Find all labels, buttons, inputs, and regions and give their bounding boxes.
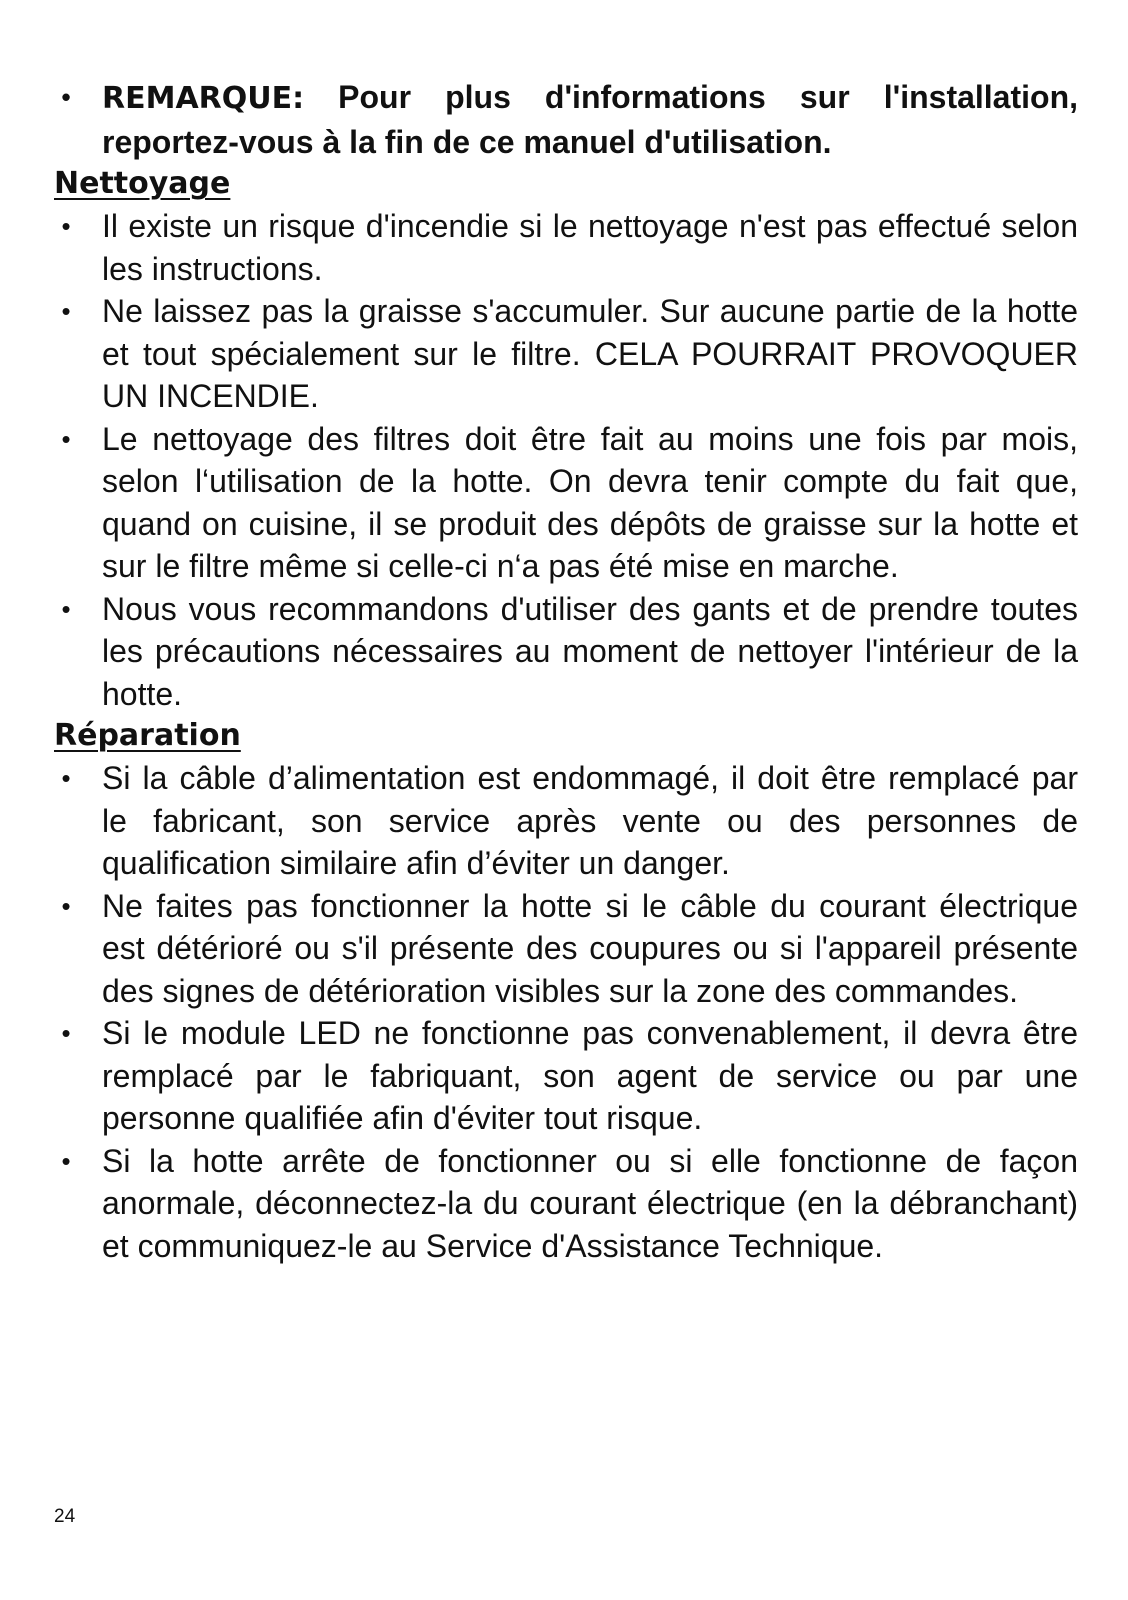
cleaning-item-text: Ne laissez pas la graisse s'accumuler. Sur aucune partie de la hotte et tout spécialement sur le filtre. CELA POURRAIT PROVOQUER UN INCENDIE. (102, 293, 1078, 414)
repair-item-text: Si le module LED ne fonctionne pas convenablement, il devra être remplacé par le fabriquant, son agent de service ou par une personne qualifiée afin d'éviter tout risque. (102, 1015, 1078, 1136)
repair-heading: Réparation (54, 718, 241, 753)
cleaning-item-text: Nous vous recommandons d'utiliser des gants et de prendre toutes les précautions nécessaires au moment de nettoyer l'intérieur de la hotte. (102, 590, 1078, 712)
cleaning-item (54, 205, 1078, 290)
cleaning-item-text: Il existe un risque d'incendie si le nettoyage n'est pas effectué selon les instructions. (102, 208, 1078, 287)
repair-item-text: Ne faites pas fonctionner la hotte si le câble du courant électrique est détérioré ou s'il présente des coupures ou si l'appareil présente des signes de détérioration visibles sur la zone des commandes. (102, 887, 1078, 1009)
note-label: REMARQUE: (102, 81, 305, 116)
cleaning-list (54, 205, 1078, 715)
cleaning-item (54, 290, 1078, 418)
cleaning-item (54, 418, 1078, 588)
note-text: Pour plus d'informations sur l'installation, reportez-vous à la fin de ce manuel d'utilisation. (102, 79, 1078, 160)
repair-item-text: Si la câble d’alimentation est endommagé, il doit être remplacé par le fabricant, son service après vente ou des personnes de qualification similaire afin d’éviter un danger. (102, 760, 1078, 881)
cleaning-item-text: Le nettoyage des filtres doit être fait au moins une fois par mois, selon l‘utilisation de la hotte. On devra tenir compte du fait que, quand on cuisine, il se produit des dépôts de graisse sur la hotte et sur le filtre même si celle-ci n‘a pas été mise en marche. (102, 420, 1078, 584)
repair-list (54, 757, 1078, 1267)
bullet-icon: • (61, 82, 71, 112)
repair-item (54, 885, 1078, 1013)
note-item (54, 76, 1078, 163)
bullet-icon: • (61, 1145, 71, 1176)
repair-item (54, 757, 1078, 885)
bullet-icon: • (61, 296, 71, 326)
bullet-icon: • (61, 890, 71, 921)
cleaning-heading: Nettoyage (54, 166, 231, 201)
repair-item (54, 1140, 1078, 1268)
bullet-icon: • (61, 763, 71, 793)
repair-item (54, 1012, 1078, 1140)
bullet-icon: • (61, 423, 71, 454)
repair-item-text: Si la hotte arrête de fonctionner ou si elle fonctionne de façon anormale, déconnectez-la du courant électrique (en la débranchant) et communiquez-le au Service d'Assistance Technique. (102, 1142, 1078, 1264)
bullet-icon: • (61, 211, 71, 241)
page-number: 24 (54, 1506, 76, 1527)
bullet-icon: • (61, 1018, 71, 1048)
bullet-icon: • (61, 593, 71, 624)
note-list (54, 76, 1078, 163)
cleaning-item (54, 588, 1078, 716)
page-content (54, 76, 1078, 1267)
